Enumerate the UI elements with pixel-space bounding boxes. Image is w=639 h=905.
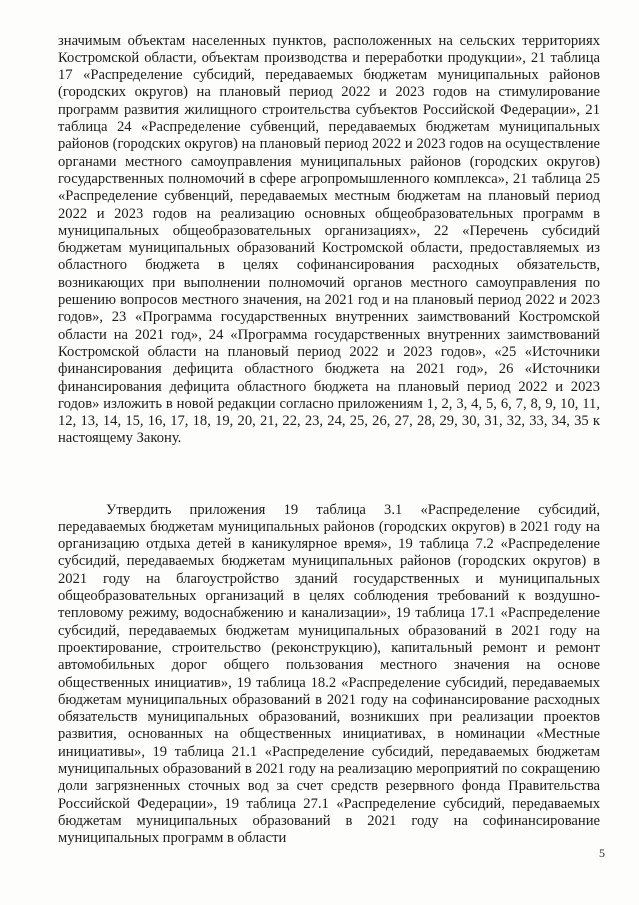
paragraph-continuation: значимым объектам населенных пунктов, расположенных на сельских территориях Костромской области, объектам производства и переработки продукции», 21 таблица 17 «Распределение субсидий, передаваемых бюджетам муниципальных районов (городских округов) на плановый период 2022 и 2023 годов на стимулирование программ развития жилищного строительства субъектов Российской Федерации», 21 таблица 24 «Распределение субвенций, передаваемых бюджетам муниципальных районов (городских округов) на плановый период 2022 и 2023 годов на осуществление органами местного самоуправления муниципальных районов (городских округов) государственных полномочий в сфере агропромышленного комплекса», 21 таблица 25 «Распределение субвенций, передаваемых местным бюджетам на плановый период 2022 и 2023 годов на реализацию основных общеобразовательных программ в муниципальных общеобразовательных организациях», 22 «Перечень субсидий бюджетам муниципальных образований Костромской области, предоставляемых из областного бюджета в целях софинансирования расходных обязательств, возникающих при выполнении полномочий органов местного самоуправления по решению вопросов местного значения, на 2021 год и на плановый период 2022 и 2023 годов», 23 «Программа государственных внутренних заимствований Костромской области на 2021 год», 24 «Программа государственных внутренних заимствований Костромской области на плановый период 2022 и 2023 годов», «25 «Источники финансирования дефицита областного бюджета на 2021 год», 26 «Источники финансирования дефицита областного бюджета на плановый период 2022 и 2023 годов» изложить в новой редакции согласно приложениям 1, 2, 3, 4, 5, 6, 7, 8, 9, 10, 11, 12, 13, 14, 15, 16, 17, 18, 19, 20, 21, 22, 23, 24, 25, 26, 27, 28, 29, 30, 31, 32, 33, 34, 35 к настоящему Закону. xyxy=(58,32,600,447)
page-number: 5 xyxy=(599,846,605,860)
paragraph-approve-appendices: Утвердить приложения 19 таблица 3.1 «Распределение субсидий, передаваемых бюджетам муниципальных районов (городских округов) в 2021 году на организацию отдыха детей в каникулярное время», 19 таблица 7.2 «Распределение субсидий, передаваемых бюджетам муниципальных районов (городских округов) в 2021 году на благоустройство зданий государственных и муниципальных общеобразовательных организаций в целях соблюдения требований к воздушно-тепловому режиму, водоснабжению и канализации», 19 таблица 17.1 «Распределение субсидий, передаваемых бюджетам муниципальных образований в 2021 году на проектирование, строительство (реконструкцию), капитальный ремонт и ремонт автомобильных дорог общего пользования местного значения на основе общественных инициатив», 19 таблица 18.2 «Распределение субсидий, передаваемых бюджетам муниципальных образований в 2021 году на софинансирование расходных обязательств муниципальных образований, возникших при реализации проектов развития, основанных на общественных инициативах, в номинации «Местные инициативы», 19 таблица 21.1 «Распределение субсидий, передаваемых бюджетам муниципальных образований в 2021 году на реализацию мероприятий по сокращению доли загрязненных сточных вод за счет средств резервного фонда Правительства Российской Федерации», 19 таблица 27.1 «Распределение субсидий, передаваемых бюджетам муниципальных образований в 2021 году на софинансирование муниципальных программ в области xyxy=(58,501,600,847)
